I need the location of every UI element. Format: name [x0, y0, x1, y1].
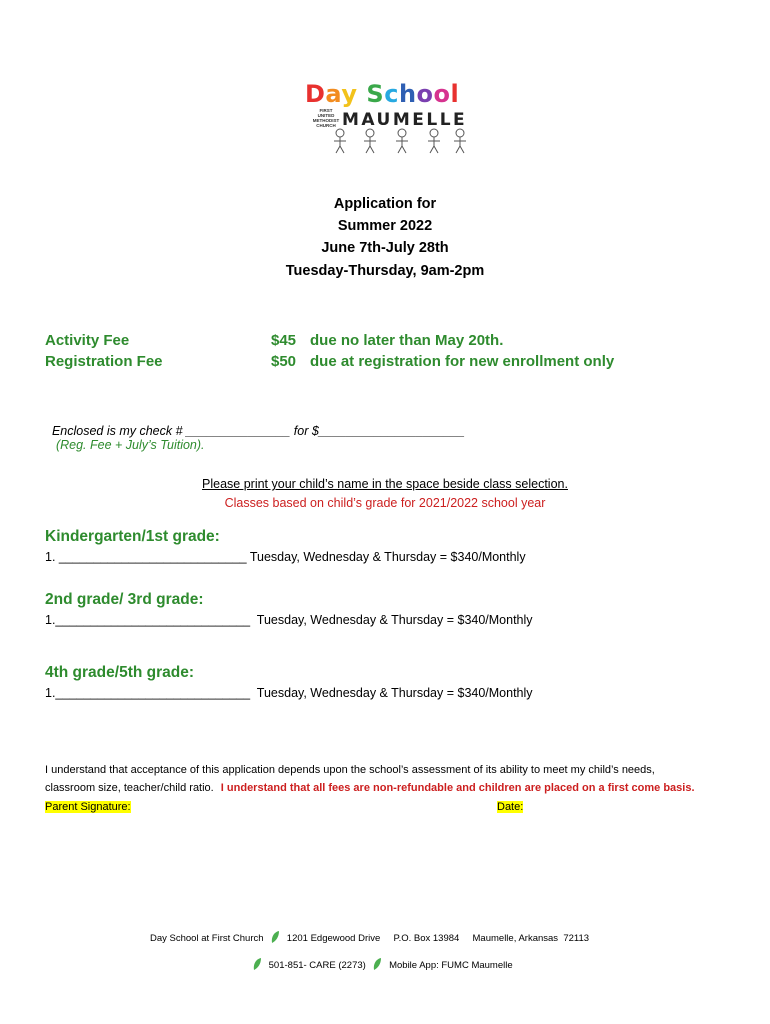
header-line-2: Summer 2022	[337, 218, 433, 234]
logo-church-line: CHURCH	[316, 123, 336, 128]
logo-church-line: FIRST	[319, 108, 333, 113]
check-line-text: Enclosed is my check # _______________ for $_____________________	[51, 424, 465, 438]
logo-letter: y	[341, 80, 358, 108]
instructions-line-1: Please print your child’s name in the space beside class selection.	[202, 477, 568, 491]
logo-letter: S	[366, 80, 385, 108]
footer-app: Mobile App: FUMC Maumelle	[389, 960, 513, 971]
logo-subtitle: MAUMELLE	[342, 110, 468, 130]
footer-phone: 501-851- CARE (2273)	[268, 960, 366, 971]
activity-fee-label: Activity Fee	[45, 332, 130, 349]
grade-title-k1: Kindergarten/1st grade:	[45, 528, 220, 545]
grade-entry-2-3[interactable]: 1.____________________________ Tuesday, Wednesday & Thursday = $340/Monthly	[45, 613, 533, 627]
stick-figure-kids-icon	[330, 128, 470, 154]
footer-line-1	[150, 930, 589, 944]
header-line-1: Application for	[333, 196, 437, 212]
logo-letter: l	[450, 80, 460, 108]
registration-fee-amount: $50	[271, 353, 297, 370]
logo-church-line: METHODIST	[312, 118, 340, 123]
date-label[interactable]: Date:	[497, 801, 524, 813]
header-line-3: June 7th-July 28th	[321, 240, 449, 256]
parent-signature-label[interactable]: Parent Signature:	[45, 801, 131, 813]
agreement-nonrefundable: I understand that all fees are non-refundable and children are placed on a first come basis.	[220, 782, 695, 794]
grade-entry-k1[interactable]: 1. ___________________________ Tuesday, Wednesday & Thursday = $340/Monthly	[45, 550, 526, 564]
logo-church-line: UNITED	[317, 113, 335, 118]
activity-fee-desc: due no later than May 20th.	[310, 332, 504, 349]
leaf-icon	[252, 957, 262, 971]
header-line-4: Tuesday-Thursday, 9am-2pm	[285, 263, 485, 279]
grade-title-4-5: 4th grade/5th grade:	[45, 664, 194, 681]
logo-letter: o	[416, 80, 434, 108]
logo-title	[305, 80, 459, 108]
activity-fee-amount: $45	[271, 332, 297, 349]
instructions-line-2: Classes based on child’s grade for 2021/2022 school year	[224, 496, 546, 510]
logo-letter: c	[384, 80, 399, 108]
footer-address: 1201 Edgewood Drive P.O. Box 13984 Maumelle, Arkansas 72113	[286, 933, 590, 944]
check-line[interactable]	[45, 410, 465, 452]
leaf-icon	[270, 930, 280, 944]
footer-line-2	[248, 957, 513, 971]
logo-letter: a	[325, 80, 342, 108]
grade-entry-4-5[interactable]: 1.____________________________ Tuesday, Wednesday & Thursday = $340/Monthly	[45, 686, 533, 700]
logo-letter: o	[433, 80, 451, 108]
footer-name: Day School at First Church	[150, 933, 264, 944]
day-school-logo	[302, 80, 472, 156]
logo-letter: h	[398, 80, 417, 108]
agreement-text-2: classroom size, teacher/child ratio. I understand that all fees are non-refundable and children are placed on a first come basis.	[45, 782, 695, 794]
logo-church-text	[308, 108, 344, 128]
registration-fee-label: Registration Fee	[45, 353, 163, 370]
leaf-icon	[372, 957, 382, 971]
agreement-text-1: I understand that acceptance of this application depends upon the school’s assessment of its ability to meet my child’s needs,	[45, 764, 655, 776]
registration-fee-desc: due at registration for new enrollment only	[310, 353, 615, 370]
check-line-note: (Reg. Fee + July’s Tuition).	[55, 438, 205, 452]
grade-title-2-3: 2nd grade/ 3rd grade:	[45, 591, 204, 608]
logo-letter: D	[305, 80, 326, 108]
